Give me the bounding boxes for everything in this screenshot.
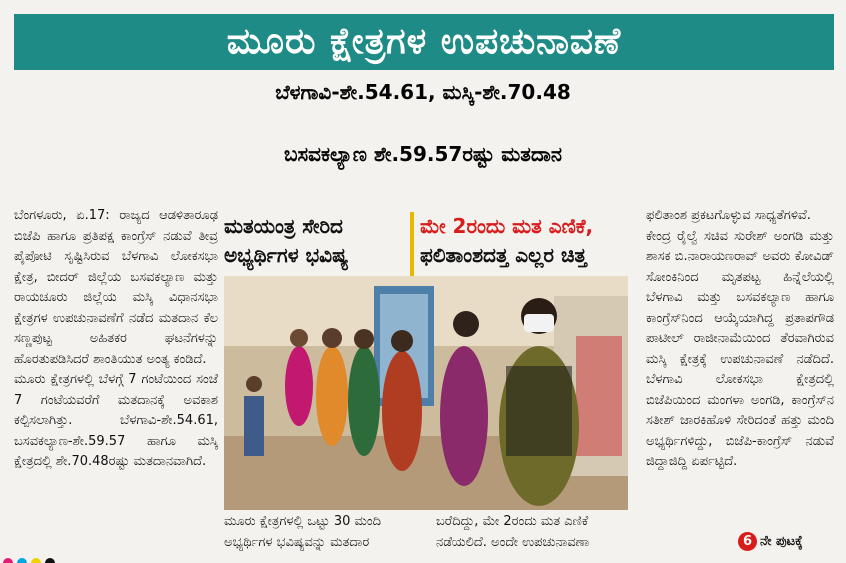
headline-line-2: ಬಸವಕಲ್ಯಾಣ ಶೇ.59.57ರಷ್ಟು ಮತದಾನ [284,142,562,166]
photo-caption-left: ಮೂರು ಕ್ಷೇತ್ರಗಳಲ್ಲಿ ಒಟ್ಟು 30 ಮಂದಿ ಅಭ್ಯರ್ಥಿಗಳ ಭವಿಷ್ಯವನ್ನು ಮತದಾರ [224,514,382,550]
article-paragraph-3: ಫಲಿತಾಂಶ ಪ್ರಕಟಗೊಳ್ಳುವ ಸಾಧ್ಯತೆಗಳಿವೆ. [646,208,811,223]
subheading-left [224,212,400,276]
article-paragraph-4: ಕೇಂದ್ರ ರೈಲ್ವೆ ಸಚಿವ ಸುರೇಶ್ ಅಂಗಡಿ ಮತ್ತು ಶಾಸಕ ಬಿ.ನಾರಾಯಣರಾವ್ ಅವರು ಕೋವಿಡ್ ಸೋಂಕಿನಿಂದ ಮೃತಪಟ್ಟ ಹಿನ್ನೆಲೆಯಲ್ಲಿ ಬೆಳಗಾವಿ ಮತ್ತು ಬಸವಕಲ್ಯಾಣ ಹಾಗೂ ಕಾಂಗ್ರೆಸ್‌ನಿಂದ ಆಯ್ಕೆಯಾಗಿದ್ದ ಪ್ರತಾಪಗೌಡ ಪಾಟೀಲ್ ರಾಜೀನಾಮೆಯಿಂದ ತೆರವಾಗಿರುವ ಮಸ್ಕಿ ಕ್ಷೇತ್ರಕ್ಕೆ ಉಪಚುನಾವಣೆ ನಡೆದಿದೆ. ಬೆಳಗಾವಿ ಲೋಕಸಭಾ ಕ್ಷೇತ್ರದಲ್ಲಿ ಬಿಜೆಪಿಯಿಂದ ಮಂಗಳಾ ಅಂಗಡಿ, ಕಾಂಗ್ರೆಸ್‌ನ ಸತೀಶ್ ಜಾರಕಿಹೊಳಿ ಸೇರಿದಂತೆ ಹತ್ತು ಮಂದಿ ಅಭ್ಯರ್ಥಿಗಳಿದ್ದು, ಬಿಜೆಪಿ-ಕಾಂಗ್ರೆಸ್ ನಡುವೆ ಜಿದ್ದಾಜಿದ್ದಿ ಏರ್ಪಟ್ಟಿದೆ. [646,228,834,469]
continued-page-number: 6 [738,532,757,551]
subheading-right-line-1: ಮೇ 2ರಂದು ಮತ ಎಣಿಕೆ, [420,214,594,238]
news-photo-voters-queue [224,276,628,510]
subheading-right-line-2: ಫಲಿತಾಂಶದತ್ತ ಎಲ್ಲರ ಚಿತ್ತ [420,243,587,267]
section-banner [14,14,834,70]
subheading-left-line-2: ಅಭ್ಯರ್ಥಿಗಳ ಭವಿಷ್ಯ [224,243,349,267]
subheading-left-line-1: ಮತಯಂತ್ರ ಸೇರಿದ [224,214,343,238]
continued-on-page[interactable] [738,532,803,551]
continued-label: ನೇ ಪುಟಕ್ಕೆ [760,534,803,549]
banner-title: ಮೂರು ಕ್ಷೇತ್ರಗಳ ಉಪಚುನಾವಣೆ [226,21,622,62]
article-paragraph-2: ಮೂರು ಕ್ಷೇತ್ರಗಳಲ್ಲಿ ಬೆಳಗ್ಗೆ 7 ಗಂಟೆಯಿಂದ ಸಂಜೆ 7 ಗಂಟೆಯವರೆಗೆ ಮತದಾನಕ್ಕೆ ಅವಕಾಶ ಕಲ್ಪಿಸಲಾಗಿತ್ತು. ಬೆಳಗಾವಿ-ಶೇ.54.61, ಬಸವಕಲ್ಯಾಣ-ಶೇ.59.57 ಹಾಗೂ ಮಸ್ಕಿ ಕ್ಷೇತ್ರದಲ್ಲಿ ಶೇ.70.48ರಷ್ಟು ಮತದಾನವಾಗಿದೆ. [14,372,218,469]
color-registration-dots [0,557,60,563]
article-column-3 [646,206,834,473]
photo-caption-right: ಬರೆದಿದ್ದು, ಮೇ 2ರಂದು ಮತ ಎಣಿಕೆ ನಡೆಯಲಿದೆ. ಅಂದೇ ಉಪಚುನಾವಣಾ [436,514,590,550]
headline-line-1: ಬೆಳಗಾವಿ-ಶೇ.54.61, ಮಸ್ಕಿ-ಶೇ.70.48 [275,80,571,104]
article-paragraph-1: ಬೆಂಗಳೂರು, ಏ.17: ರಾಜ್ಯದ ಆಡಳಿತಾರೂಢ ಬಿಜೆಪಿ ಹಾಗೂ ಪ್ರತಿಪಕ್ಷ ಕಾಂಗ್ರೆಸ್ ನಡುವೆ ತೀವ್ರ ಪೈಪೋಟಿ ಸೃಷ್ಟಿಸಿರುವ ಬೆಳಗಾವಿ ಲೋಕಸಭಾ ಕ್ಷೇತ್ರ, ಬೀದರ್ ಜಿಲ್ಲೆಯ ಬಸವಕಲ್ಯಾಣ ಮತ್ತು ರಾಯಚೂರು ಜಿಲ್ಲೆಯ ಮಸ್ಕಿ ವಿಧಾನಸಭಾ ಕ್ಷೇತ್ರಗಳ ಉಪಚುನಾವಣೆಗೆ ನಡೆದ ಮತದಾನ ಕೆಲ ಸಣ್ಣಪುಟ್ಟ ಅಹಿತಕರ ಘಟನೆಗಳನ್ನು ಹೊರತುಪಡಿಸಿದರೆ ಶಾಂತಿಯುತ ಅಂತ್ಯ ಕಂಡಿದೆ. [14,208,218,367]
photo-illustration [224,276,628,510]
subheading-right [410,212,640,276]
article-column-1 [14,206,218,473]
